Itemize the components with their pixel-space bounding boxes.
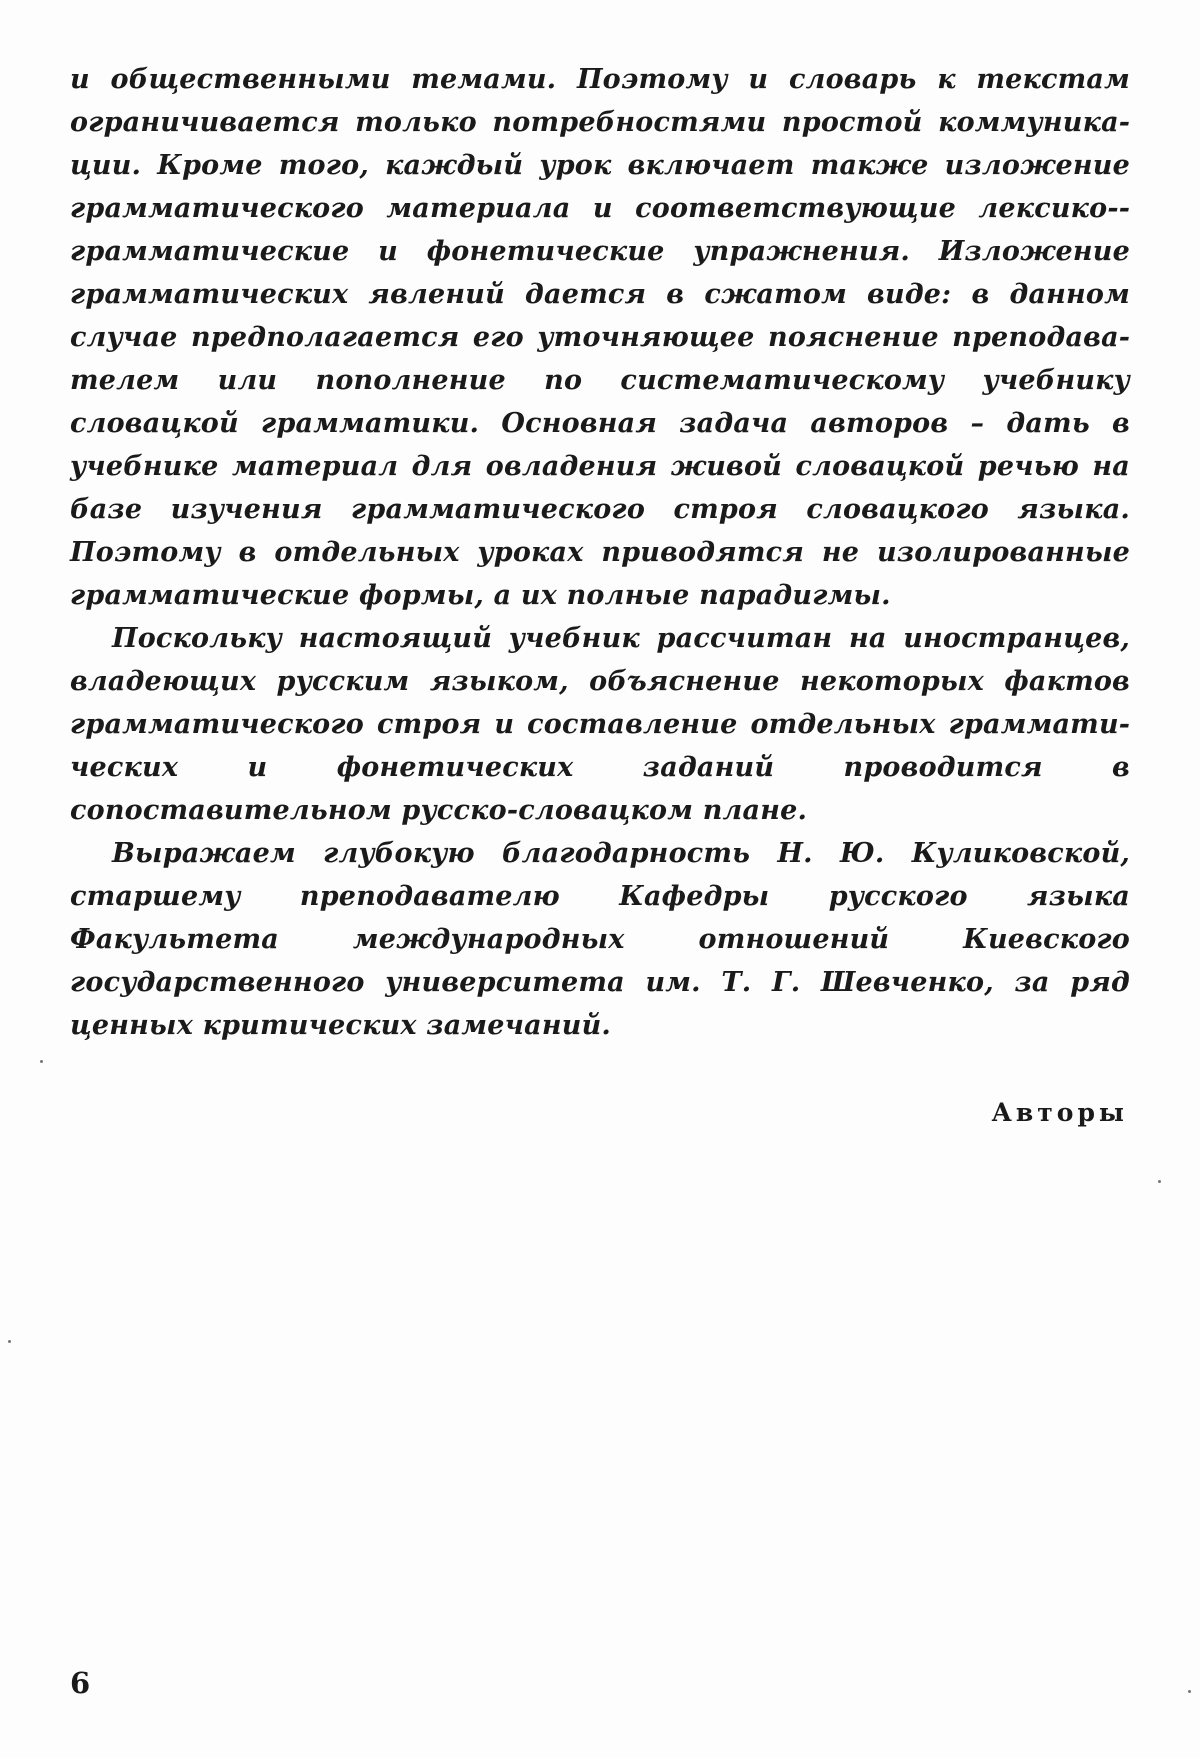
scan-speck	[1188, 1690, 1191, 1693]
paragraph-russian-speakers: Поскольку настоящий учебник рассчитан на иностранцев, владеющих русским языком, объяснение некоторых фактов грамматического строя и составление отдельных грамматических и фонетических заданий проводится в сопоставительном русско-словацком плане.	[70, 623, 1130, 826]
scan-speck	[40, 1060, 43, 1063]
body-text	[70, 58, 1130, 1047]
paragraph-continuation: и общественными темами. Поэтому и словарь к текстам ограничивается только потребностями простой коммуникации. Кроме того, каждый урок включает также изложение грамматического материала и соответствующие лексико-грамматические и фонетические упражнения. Изложение грамматических явлений дается в сжатом виде: в данном случае предполагается его уточняющее пояснение преподавателем или пополнение по систематическому учебнику словацкой грамматики. Основная задача авторов – дать в учебнике материал для овладения живой словацкой речью на базе изучения грамматического строя словацкого языка. Поэтому в отдельных уроках приводятся не изолированные грамматические формы, а их полные парадигмы.	[70, 64, 1130, 611]
page-number: 6	[70, 1666, 91, 1700]
scan-speck	[1158, 1180, 1161, 1183]
paragraph-acknowledgement: Выражаем глубокую благодарность Н. Ю. Куликовской, старшему преподавателю Кафедры русского языка Факультета международных отношений Киевского государственного университета им. Т. Г. Шевченко, за ряд ценных критических замечаний.	[70, 838, 1130, 1041]
scan-speck	[8, 1340, 11, 1343]
authors-signature: Авторы	[991, 1098, 1128, 1127]
